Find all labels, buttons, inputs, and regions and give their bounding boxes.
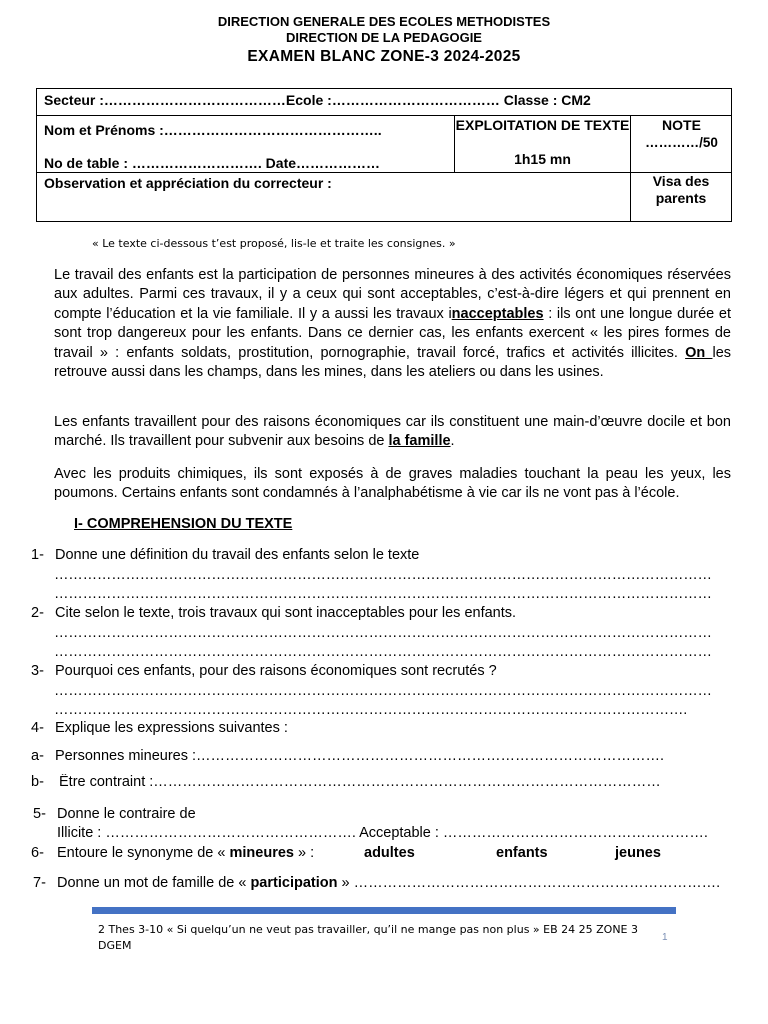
exploitation-label: EXPLOITATION DE TEXTE (455, 117, 630, 133)
paragraph-1: Le travail des enfants est la participation de personnes mineures à des activités économiques réservées aux adultes. Parmi ces travaux, il y a ceux qui sont acceptables, c’est-à-dire légers et qui prennent en compte l’éducation et la vie familiale. Il y a aussi les travaux inacceptables : ils ont une longue durée et sont trop dangereux pour les enfants. Dans ce dernier cas, les enfants exercent « les pires formes de travail » : enfants soldats, prostitution, pornographie, travail forcé, trafics et activités illicites. On les retrouve aussi dans les champs, dans les mines, dans les ateliers ou dans les usines. (54, 267, 732, 381)
name-field[interactable]: Nom et Prénoms :……………………………………….. (44, 122, 382, 138)
question-6: Entoure le synonyme de « mineures » : (57, 845, 315, 861)
question-number: 1- (31, 547, 44, 563)
option-enfants[interactable]: enfants (496, 845, 548, 861)
question-2: Cite selon le texte, trois travaux qui sont inacceptables pour les enfants. (55, 605, 517, 621)
question-5-answers[interactable]: Illicite : ……………………………………………. Acceptable : ………………………………………………. (57, 825, 708, 841)
question-number: 5- (33, 806, 46, 822)
question-3: Pourquoi ces enfants, pour des raisons économiques sont recrutés ? (55, 663, 497, 679)
question-number: 6- (31, 845, 44, 861)
question-number: a- (31, 748, 44, 764)
paragraph-2: Les enfants travaillent pour des raisons économiques car ils constituent une main-d’œuvre docile et bon marché. Ils travaillent pour subvenir aux besoins de la famille. (54, 414, 731, 450)
question-1: Donne une définition du travail des enfants selon le texte (55, 547, 420, 563)
duration-label: 1h15 mn (514, 151, 571, 167)
paragraph-3: Avec les produits chimiques, ils sont exposés à de graves maladies touchant la peau les yeux, les poumons. Certains enfants sont condamnés à l’analphabétisme à vie car ils ne vont pas à l’école. (54, 466, 731, 502)
student-info-box (36, 88, 732, 222)
question-4b[interactable]: Être contraint :…………………………………………………………………………………………… (59, 774, 661, 790)
question-4a[interactable]: Personnes mineures :……………………………………………………………………………………. (55, 748, 665, 764)
question-4: Explique les expressions suivantes : (55, 720, 288, 736)
exam-title: EXAMEN BLANC ZONE-3 2024-2025 (247, 48, 521, 65)
question-5: Donne le contraire de (57, 806, 196, 822)
note-label: NOTE (662, 117, 701, 133)
question-7[interactable]: Donne un mot de famille de « participation » …………………………………………………………………. (57, 875, 721, 891)
secteur-ecole-classe-field[interactable]: Secteur :…………………………………Ecole :……………………………… Classe : CM2 (44, 92, 591, 108)
answer-line[interactable]: ………………………………………………………………………………………………………………………… (54, 683, 712, 699)
observation-field[interactable]: Observation et appréciation du correcteur : (44, 175, 332, 191)
answer-line[interactable]: ………………………………………………………………………………………………………………………… (54, 586, 712, 602)
answer-line[interactable]: ………………………………………………………………………………………………………………………… (54, 567, 712, 583)
box-divider (37, 115, 731, 116)
section-title: I- COMPREHENSION DU TEXTE (74, 516, 293, 532)
instruction-line: « Le texte ci-dessous t’est proposé, lis-le et traite les consignes. » (92, 237, 456, 250)
box-divider (37, 172, 731, 173)
answer-line[interactable]: ………………………………………………………………………………………………………………………… (54, 625, 712, 641)
option-adultes[interactable]: adultes (364, 845, 415, 861)
question-number: 4- (31, 720, 44, 736)
page-number: 1 (662, 932, 668, 943)
answer-line[interactable]: ………………………………………………………………………………………………………………………… (54, 644, 712, 660)
visa-parents-field[interactable]: Visa des parents (652, 173, 710, 206)
question-number: 7- (33, 875, 46, 891)
question-number: b- (31, 774, 44, 790)
note-value-field[interactable]: …………/50 (645, 135, 718, 150)
question-number: 3- (31, 663, 44, 679)
header-line-2: DIRECTION DE LA PEDAGOGIE (286, 30, 482, 45)
footer-quote: 2 Thes 3-10 « Si quelqu’un ne veut pas travailler, qu’il ne mange pas non plus » EB 24 25 ZONE 3 DGEM (98, 923, 638, 952)
answer-line[interactable]: ……………………………………………………………………………………………………………………. (54, 702, 688, 718)
header-line-1: DIRECTION GENERALE DES ECOLES METHODISTES (217, 14, 551, 29)
table-date-field[interactable]: No de table : ………………………. Date……………… (44, 155, 381, 171)
question-number: 2- (31, 605, 44, 621)
option-jeunes[interactable]: jeunes (615, 845, 661, 861)
footer-separator (92, 907, 676, 914)
